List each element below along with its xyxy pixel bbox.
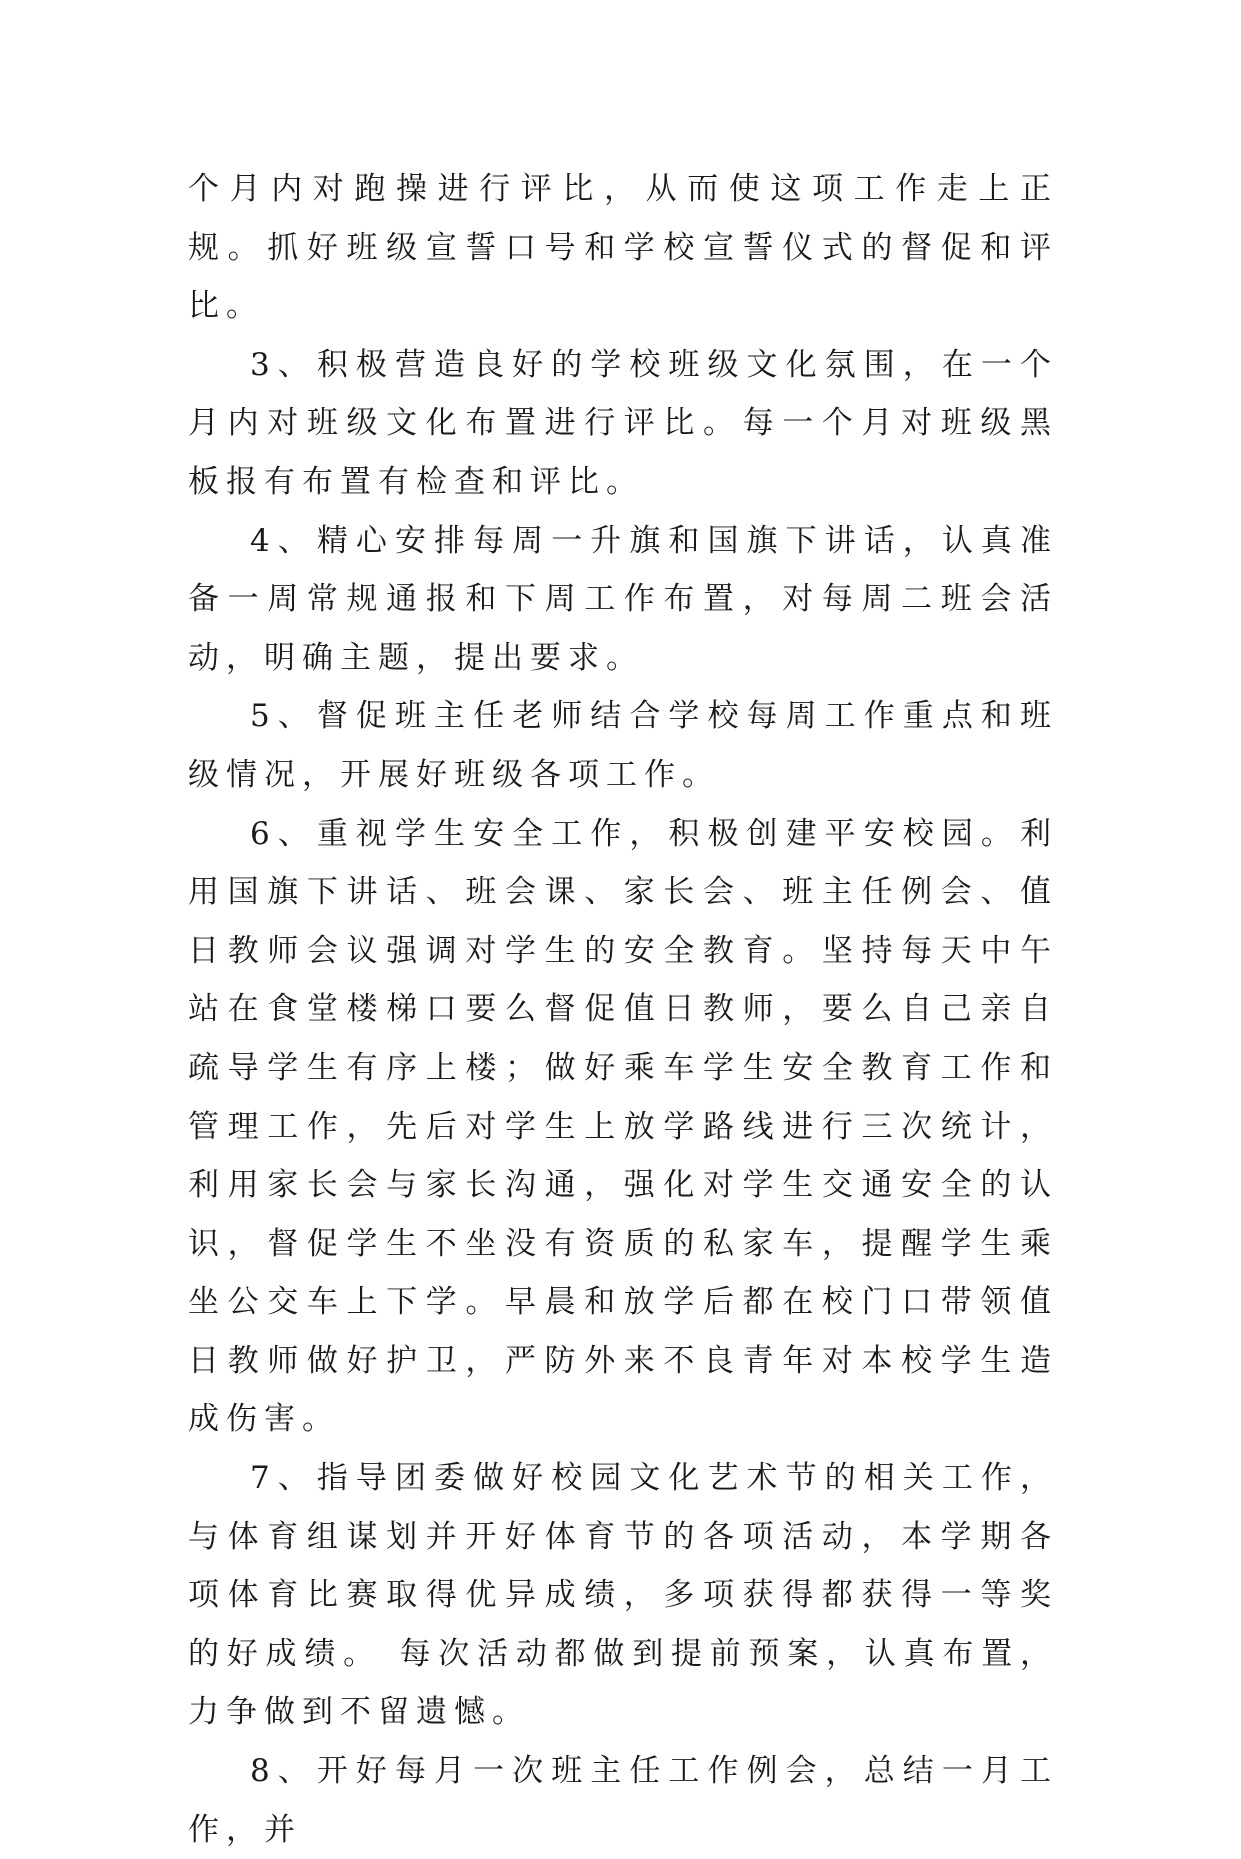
paragraph-4: 5、督促班主任老师结合学校每周工作重点和班级情况，开展好班级各项工作。 xyxy=(188,698,1058,793)
document-body xyxy=(188,160,1058,1859)
paragraph-6: 7、指导团委做好校园文化艺术节的相关工作，与体育组谋划并开好体育节的各项活动，本学期各项体育比赛取得优异成绩，多项获得都获得一等奖的好成绩。 每次活动都做到提前预案，认真布置，力争做到不留遗憾。 xyxy=(188,1460,1058,1731)
paragraph-1: 个月内对跑操进行评比，从而使这项工作走上正规。抓好班级宣誓口号和学校宣誓仪式的督促和评比。 xyxy=(188,171,1058,325)
paragraph-3: 4、精心安排每周一升旗和国旗下讲话，认真准备一周常规通报和下周工作布置，对每周二班会活动，明确主题，提出要求。 xyxy=(188,522,1058,676)
paragraph-5: 6、重视学生安全工作，积极创建平安校园。利用国旗下讲话、班会课、家长会、班主任例会、值日教师会议强调对学生的安全教育。坚持每天中午站在食堂楼梯口要么督促值日教师，要么自己亲自疏导学生有序上楼；做好乘车学生安全教育工作和管理工作，先后对学生上放学路线进行三次统计，利用家长会与家长沟通，强化对学生交通安全的认识，督促学生不坐没有资质的私家车，提醒学生乘坐公交车上下学。早晨和放学后都在校门口带领值日教师做好护卫，严防外来不良青年对本校学生造成伤害。 xyxy=(188,815,1058,1438)
paragraph-2: 3、积极营造良好的学校班级文化氛围，在一个月内对班级文化布置进行评比。每一个月对班级黑板报有布置有检查和评比。 xyxy=(188,346,1058,500)
paragraph-7: 8、开好每月一次班主任工作例会，总结一月工作，并 xyxy=(188,1753,1058,1848)
